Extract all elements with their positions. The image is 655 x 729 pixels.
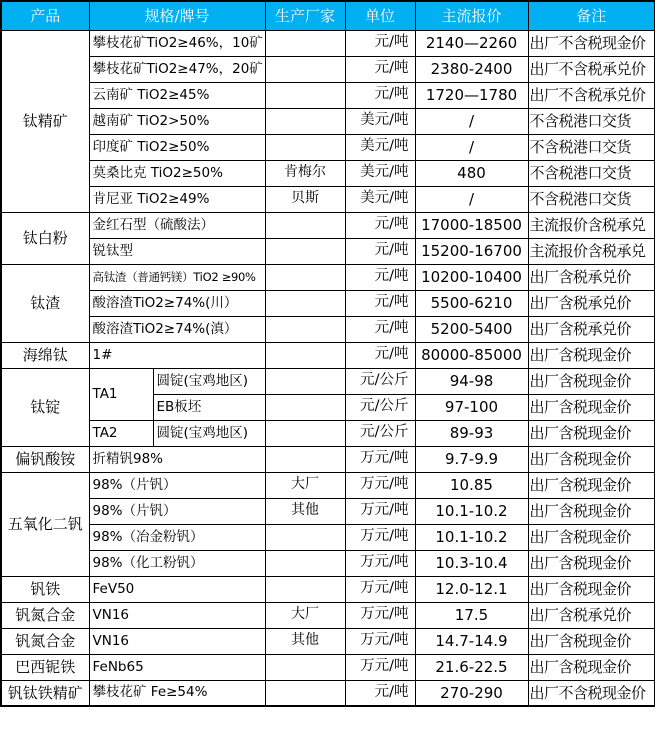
cell-unit: 万元/吨 — [345, 446, 415, 472]
cell-unit: 美元/吨 — [345, 134, 415, 160]
cell-note: 出厂含税承兑价 — [528, 290, 655, 316]
table-row — [1, 30, 655, 56]
table-row — [1, 82, 655, 108]
cell-price: 2380-2400 — [415, 56, 528, 82]
cell-product: 巴西铌铁 — [1, 654, 89, 680]
cell-note: 出厂含税现金价 — [528, 498, 655, 524]
cell-spec: 金红石型（硫酸法） — [89, 212, 265, 238]
cell-spec: 肯尼亚 TiO2≥49% — [89, 186, 265, 212]
cell-product: 钛白粉 — [1, 212, 89, 264]
cell-spec: 攀枝花矿TiO2≥46%，10矿 — [89, 30, 265, 56]
table-row — [1, 368, 655, 394]
cell-price: 97-100 — [415, 394, 528, 420]
cell-note: 出厂不含税承兑价 — [528, 56, 655, 82]
cell-spec: 酸溶渣TiO2≥74%(川） — [89, 290, 265, 316]
cell-unit: 元/吨 — [345, 238, 415, 264]
cell-product: 钒铁 — [1, 576, 89, 602]
cell-price: 5500-6210 — [415, 290, 528, 316]
cell-unit: 元/吨 — [345, 290, 415, 316]
cell-unit: 万元/吨 — [345, 472, 415, 498]
cell-price: 80000-85000 — [415, 342, 528, 368]
table-row — [1, 550, 655, 576]
cell-unit: 元/吨 — [345, 30, 415, 56]
cell-price: 10.3-10.4 — [415, 550, 528, 576]
cell-price: / — [415, 108, 528, 134]
cell-factory: 大厂 — [265, 602, 345, 628]
cell-price: 17.5 — [415, 602, 528, 628]
cell-factory — [265, 56, 345, 82]
cell-factory — [265, 654, 345, 680]
table-row — [1, 342, 655, 368]
cell-note: 不含税港口交货 — [528, 186, 655, 212]
cell-product: 钛渣 — [1, 264, 89, 342]
cell-spec: FeNb65 — [89, 654, 265, 680]
cell-factory — [265, 524, 345, 550]
table-row — [1, 160, 655, 186]
header-cell-unit: 单位 — [345, 1, 415, 30]
cell-unit: 元/吨 — [345, 342, 415, 368]
cell-unit: 万元/吨 — [345, 628, 415, 654]
cell-spec: 高钛渣（普通钙镁）TiO2 ≥90% — [89, 264, 265, 290]
cell-price: 480 — [415, 160, 528, 186]
cell-spec: 攀枝花矿 Fe≥54% — [89, 680, 265, 706]
table-row — [1, 290, 655, 316]
cell-factory — [265, 420, 345, 446]
header-cell-spec: 规格/牌号 — [89, 1, 265, 30]
cell-unit: 元/公斤 — [345, 394, 415, 420]
cell-note: 不含税港口交货 — [528, 108, 655, 134]
cell-factory — [265, 238, 345, 264]
cell-product: 钛锭 — [1, 368, 89, 446]
cell-factory — [265, 680, 345, 706]
table-row — [1, 108, 655, 134]
table-row — [1, 134, 655, 160]
cell-note: 出厂含税现金价 — [528, 446, 655, 472]
cell-specB: 圆锭(宝鸡地区) — [153, 420, 265, 446]
cell-unit: 美元/吨 — [345, 160, 415, 186]
cell-factory — [265, 290, 345, 316]
cell-note: 出厂含税现金价 — [528, 550, 655, 576]
cell-spec: 酸溶渣TiO2≥74%(滇） — [89, 316, 265, 342]
cell-price: 14.7-14.9 — [415, 628, 528, 654]
cell-spec: 印度矿 TiO2≥50% — [89, 134, 265, 160]
cell-factory: 其他 — [265, 628, 345, 654]
cell-specA: TA2 — [89, 420, 153, 446]
cell-factory: 贝斯 — [265, 186, 345, 212]
cell-factory — [265, 576, 345, 602]
cell-factory — [265, 134, 345, 160]
table-row — [1, 264, 655, 290]
table-row — [1, 238, 655, 264]
cell-spec: 锐钛型 — [89, 238, 265, 264]
table-row — [1, 472, 655, 498]
cell-price: 2140—2260 — [415, 30, 528, 56]
cell-price: 17000-18500 — [415, 212, 528, 238]
cell-note: 出厂含税现金价 — [528, 342, 655, 368]
cell-price: 1720—1780 — [415, 82, 528, 108]
cell-factory: 肯梅尔 — [265, 160, 345, 186]
cell-note: 出厂含税承兑价 — [528, 264, 655, 290]
cell-factory — [265, 212, 345, 238]
cell-note: 出厂含税现金价 — [528, 576, 655, 602]
table-row — [1, 56, 655, 82]
cell-factory: 大厂 — [265, 472, 345, 498]
table-row — [1, 576, 655, 602]
cell-spec: VN16 — [89, 628, 265, 654]
cell-note: 出厂不含税现金价 — [528, 680, 655, 706]
cell-unit: 元/吨 — [345, 212, 415, 238]
cell-factory — [265, 446, 345, 472]
cell-product: 钒钛铁精矿 — [1, 680, 89, 706]
cell-note: 不含税港口交货 — [528, 160, 655, 186]
cell-factory — [265, 82, 345, 108]
cell-note: 不含税港口交货 — [528, 134, 655, 160]
cell-spec: 折精钒98% — [89, 446, 265, 472]
cell-note: 主流报价含税承兑 — [528, 212, 655, 238]
cell-specB: 圆锭(宝鸡地区) — [153, 368, 265, 394]
cell-factory — [265, 108, 345, 134]
cell-note: 出厂含税承兑价 — [528, 602, 655, 628]
cell-note: 出厂含税现金价 — [528, 420, 655, 446]
cell-product: 钒氮合金 — [1, 602, 89, 628]
cell-unit: 元/公斤 — [345, 420, 415, 446]
table-row — [1, 316, 655, 342]
cell-unit: 元/公斤 — [345, 368, 415, 394]
cell-specA: TA1 — [89, 368, 153, 420]
cell-price: 21.6-22.5 — [415, 654, 528, 680]
header-cell-note: 备注 — [528, 1, 655, 30]
table-row — [1, 524, 655, 550]
cell-product: 钛精矿 — [1, 30, 89, 212]
cell-note: 出厂含税现金价 — [528, 394, 655, 420]
table-row — [1, 212, 655, 238]
cell-note: 出厂不含税承兑价 — [528, 82, 655, 108]
cell-note: 出厂含税现金价 — [528, 524, 655, 550]
cell-product: 五氧化二钒 — [1, 472, 89, 576]
cell-price: 15200-16700 — [415, 238, 528, 264]
cell-unit: 元/吨 — [345, 56, 415, 82]
cell-price: 5200-5400 — [415, 316, 528, 342]
cell-factory — [265, 550, 345, 576]
cell-factory: 其他 — [265, 498, 345, 524]
cell-price: 10.1-10.2 — [415, 524, 528, 550]
cell-unit: 元/吨 — [345, 316, 415, 342]
cell-price: 12.0-12.1 — [415, 576, 528, 602]
cell-spec: 1# — [89, 342, 265, 368]
table-row — [1, 446, 655, 472]
cell-spec: 98%（片钒） — [89, 498, 265, 524]
cell-unit: 万元/吨 — [345, 576, 415, 602]
cell-note: 出厂含税现金价 — [528, 628, 655, 654]
cell-factory — [265, 30, 345, 56]
cell-price: 10200-10400 — [415, 264, 528, 290]
cell-product: 偏钒酸铵 — [1, 446, 89, 472]
header-cell-price: 主流报价 — [415, 1, 528, 30]
cell-spec: 攀枝花矿TiO2≥47%，20矿 — [89, 56, 265, 82]
cell-spec: 云南矿 TiO2≥45% — [89, 82, 265, 108]
cell-factory — [265, 316, 345, 342]
cell-factory — [265, 264, 345, 290]
cell-note: 出厂含税承兑价 — [528, 316, 655, 342]
table-row — [1, 654, 655, 680]
cell-note: 出厂含税现金价 — [528, 368, 655, 394]
cell-unit: 元/吨 — [345, 264, 415, 290]
cell-spec: FeV50 — [89, 576, 265, 602]
cell-factory — [265, 342, 345, 368]
cell-price: / — [415, 134, 528, 160]
table-row — [1, 420, 655, 446]
cell-unit: 万元/吨 — [345, 524, 415, 550]
cell-note: 出厂含税现金价 — [528, 654, 655, 680]
cell-note: 主流报价含税承兑 — [528, 238, 655, 264]
cell-spec: VN16 — [89, 602, 265, 628]
cell-unit: 元/吨 — [345, 680, 415, 706]
cell-spec: 98%（片钒） — [89, 472, 265, 498]
price-table-body — [1, 1, 655, 706]
cell-unit: 万元/吨 — [345, 498, 415, 524]
cell-unit: 美元/吨 — [345, 186, 415, 212]
table-row — [1, 628, 655, 654]
table-row — [1, 186, 655, 212]
header-row — [1, 1, 655, 30]
cell-spec: 98%（化工粉钒） — [89, 550, 265, 576]
cell-price: 89-93 — [415, 420, 528, 446]
cell-specB: EB板坯 — [153, 394, 265, 420]
cell-spec: 98%（冶金粉钒） — [89, 524, 265, 550]
cell-unit: 万元/吨 — [345, 654, 415, 680]
cell-price: 94-98 — [415, 368, 528, 394]
cell-price: 10.1-10.2 — [415, 498, 528, 524]
cell-factory — [265, 368, 345, 394]
cell-spec: 莫桑比克 TiO2≥50% — [89, 160, 265, 186]
cell-price: 9.7-9.9 — [415, 446, 528, 472]
cell-price: / — [415, 186, 528, 212]
cell-unit: 元/吨 — [345, 82, 415, 108]
cell-note: 出厂不含税现金价 — [528, 30, 655, 56]
cell-product: 钒氮合金 — [1, 628, 89, 654]
cell-unit: 美元/吨 — [345, 108, 415, 134]
cell-note: 出厂含税现金价 — [528, 472, 655, 498]
header-cell-factory: 生产厂家 — [265, 1, 345, 30]
cell-unit: 万元/吨 — [345, 602, 415, 628]
table-row — [1, 498, 655, 524]
cell-price: 10.85 — [415, 472, 528, 498]
header-cell-product: 产品 — [1, 1, 89, 30]
cell-unit: 万元/吨 — [345, 550, 415, 576]
cell-price: 270-290 — [415, 680, 528, 706]
table-row — [1, 602, 655, 628]
table-row — [1, 680, 655, 706]
cell-product: 海绵钛 — [1, 342, 89, 368]
cell-factory — [265, 394, 345, 420]
cell-spec: 越南矿 TiO2>50% — [89, 108, 265, 134]
